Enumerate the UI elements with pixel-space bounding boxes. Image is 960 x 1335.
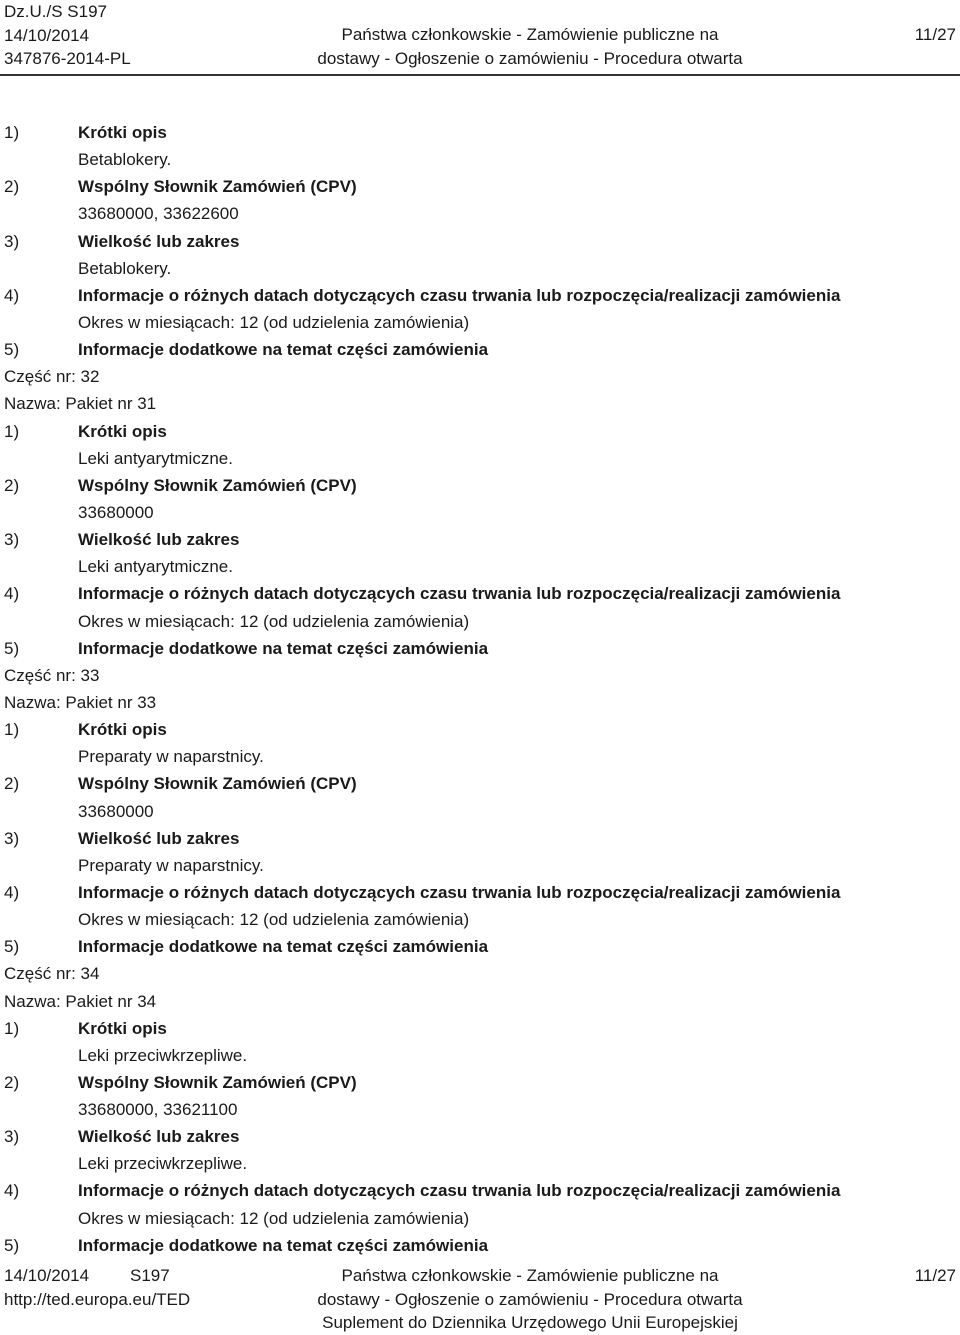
section-number: 4) <box>4 1181 20 1201</box>
section-value-row <box>4 553 954 580</box>
header-page-number: 11/27 <box>914 25 956 44</box>
section-number: 4) <box>4 882 20 902</box>
document-id: 347876-2014-PL <box>4 49 131 68</box>
section-value-row <box>4 309 954 336</box>
section-heading: Informacje dodatkowe na temat części zamówienia <box>78 340 489 360</box>
lot-info: Nazwa: Pakiet nr 33 <box>4 692 157 712</box>
section-value-row <box>4 255 954 282</box>
section-value-row <box>4 1096 954 1123</box>
section-value-row <box>4 1150 954 1177</box>
section-value: Leki antyarytmiczne. <box>78 448 233 468</box>
section-value: Okres w miesiącach: 12 (od udzielenia zamówienia) <box>78 611 470 631</box>
section-heading-row <box>4 526 954 553</box>
section-number: 1) <box>4 123 20 142</box>
lot-info-row <box>4 960 954 987</box>
footer-series: S197 <box>130 1266 170 1285</box>
page-header <box>0 0 960 70</box>
section-value: Betablokery. <box>78 258 172 278</box>
lot-info-row <box>4 988 954 1015</box>
section-number: 1) <box>4 1018 20 1038</box>
section-number: 4) <box>4 285 20 305</box>
section-heading: Informacje o różnych datach dotyczących czasu trwania lub rozpoczęcia/realizacji zamówienia <box>78 882 841 902</box>
section-value: Preparaty w naparstnicy. <box>78 747 264 767</box>
section-heading: Wielkość lub zakres <box>78 231 240 251</box>
section-value-row <box>4 743 954 770</box>
section-heading-row <box>4 879 954 906</box>
section-heading-row <box>4 1069 954 1096</box>
section-heading-row <box>4 580 954 607</box>
section-heading: Wielkość lub zakres <box>78 828 240 848</box>
section-number: 2) <box>4 774 20 794</box>
lot-info-row <box>4 689 954 716</box>
section-number: 5) <box>4 1235 20 1255</box>
section-value: Betablokery. <box>78 150 172 170</box>
section-heading: Wspólny Słownik Zamówień (CPV) <box>78 774 357 794</box>
section-value-row <box>4 798 954 825</box>
section-value: Preparaty w naparstnicy. <box>78 855 264 875</box>
footer-page-number: 11/27 <box>914 1266 956 1285</box>
section-heading-row <box>4 228 954 255</box>
section-value-row <box>4 608 954 635</box>
section-value-row <box>4 906 954 933</box>
section-value: Okres w miesiącach: 12 (od udzielenia zamówienia) <box>78 910 470 930</box>
section-heading-row <box>4 282 954 309</box>
section-heading-row <box>4 1177 954 1204</box>
section-heading: Informacje dodatkowe na temat części zamówienia <box>78 937 489 957</box>
lot-info-row <box>4 390 954 417</box>
section-number: 5) <box>4 340 20 360</box>
lot-info: Nazwa: Pakiet nr 31 <box>4 394 157 414</box>
header-left <box>4 0 131 71</box>
section-heading-row <box>4 1232 954 1259</box>
section-number: 4) <box>4 584 20 604</box>
section-heading-row <box>4 770 954 797</box>
section-heading: Wspólny Słownik Zamówień (CPV) <box>78 475 357 495</box>
footer-title-line-3: Suplement do Dziennika Urzędowego Unii Europejskiej <box>322 1313 738 1332</box>
section-value-row <box>4 146 954 173</box>
footer-title <box>300 1264 760 1335</box>
section-heading-row <box>4 119 954 146</box>
section-value: Okres w miesiącach: 12 (od udzielenia zamówienia) <box>78 1208 470 1228</box>
header-date: 14/10/2014 <box>4 25 90 45</box>
section-value: Leki przeciwkrzepliwe. <box>78 1154 248 1174</box>
section-value-row <box>4 852 954 879</box>
section-heading: Wspólny Słownik Zamówień (CPV) <box>78 177 357 197</box>
section-heading: Wspólny Słownik Zamówień (CPV) <box>78 1072 357 1092</box>
section-number: 2) <box>4 177 20 197</box>
section-heading-row <box>4 472 954 499</box>
lot-info: Część nr: 34 <box>4 964 100 984</box>
section-value-row <box>4 499 954 526</box>
lot-info-row <box>4 363 954 390</box>
section-heading: Informacje o różnych datach dotyczących czasu trwania lub rozpoczęcia/realizacji zamówienia <box>78 584 841 604</box>
section-heading-row <box>4 1015 954 1042</box>
section-heading: Krótki opis <box>78 720 167 740</box>
section-number: 2) <box>4 1072 20 1092</box>
section-heading: Krótki opis <box>78 123 167 142</box>
section-heading: Informacje dodatkowe na temat części zamówienia <box>78 638 489 658</box>
section-heading: Krótki opis <box>78 1018 167 1038</box>
section-number: 5) <box>4 937 20 957</box>
section-heading-row <box>4 1123 954 1150</box>
lot-info: Część nr: 33 <box>4 665 100 685</box>
section-heading-row <box>4 418 954 445</box>
footer-url[interactable]: http://ted.europa.eu/TED <box>4 1290 191 1309</box>
header-title-line-1: Państwa członkowskie - Zamówienie publiczne na <box>341 25 719 44</box>
section-heading-row <box>4 825 954 852</box>
section-heading: Informacje o różnych datach dotyczących czasu trwania lub rozpoczęcia/realizacji zamówienia <box>78 1181 841 1201</box>
section-number: 2) <box>4 475 20 495</box>
lot-info: Część nr: 32 <box>4 367 100 387</box>
section-number: 1) <box>4 720 20 740</box>
section-number: 3) <box>4 231 20 251</box>
section-heading: Wielkość lub zakres <box>78 530 240 550</box>
header-title-line-2: dostawy - Ogłoszenie o zamówieniu - Procedura otwarta <box>317 48 743 68</box>
header-divider <box>0 74 960 76</box>
section-heading-row <box>4 173 954 200</box>
section-value: Leki antyarytmiczne. <box>78 557 233 577</box>
notice-body <box>4 119 954 1259</box>
section-number: 1) <box>4 421 20 441</box>
header-title <box>300 23 760 70</box>
section-value: 33680000, 33622600 <box>78 204 239 224</box>
journal-ref: Dz.U./S S197 <box>4 2 107 21</box>
section-value: 33680000 <box>78 502 154 522</box>
footer-title-line-1: Państwa członkowskie - Zamówienie publiczne na <box>341 1266 719 1285</box>
section-value-row <box>4 1205 954 1232</box>
section-value-row <box>4 1042 954 1069</box>
lot-info: Nazwa: Pakiet nr 34 <box>4 991 157 1011</box>
lot-info-row <box>4 662 954 689</box>
section-heading: Krótki opis <box>78 421 167 441</box>
section-value: 33680000, 33621100 <box>78 1100 238 1120</box>
footer-date: 14/10/2014 <box>4 1266 90 1285</box>
section-value-row <box>4 445 954 472</box>
section-value: 33680000 <box>78 801 154 821</box>
section-heading: Wielkość lub zakres <box>78 1127 240 1147</box>
section-value-row <box>4 200 954 227</box>
page-footer <box>0 1264 960 1334</box>
section-value: Leki przeciwkrzepliwe. <box>78 1045 248 1065</box>
section-heading-row <box>4 635 954 662</box>
section-number: 3) <box>4 1127 20 1147</box>
section-heading-row <box>4 933 954 960</box>
footer-title-line-2: dostawy - Ogłoszenie o zamówieniu - Procedura otwarta <box>317 1289 743 1309</box>
section-number: 5) <box>4 638 20 658</box>
section-heading-row <box>4 336 954 363</box>
section-number: 3) <box>4 530 20 550</box>
section-number: 3) <box>4 828 20 848</box>
section-heading: Informacje dodatkowe na temat części zamówienia <box>78 1235 489 1255</box>
section-heading: Informacje o różnych datach dotyczących czasu trwania lub rozpoczęcia/realizacji zamówienia <box>78 285 841 305</box>
section-value: Okres w miesiącach: 12 (od udzielenia zamówienia) <box>78 312 470 332</box>
section-heading-row <box>4 716 954 743</box>
